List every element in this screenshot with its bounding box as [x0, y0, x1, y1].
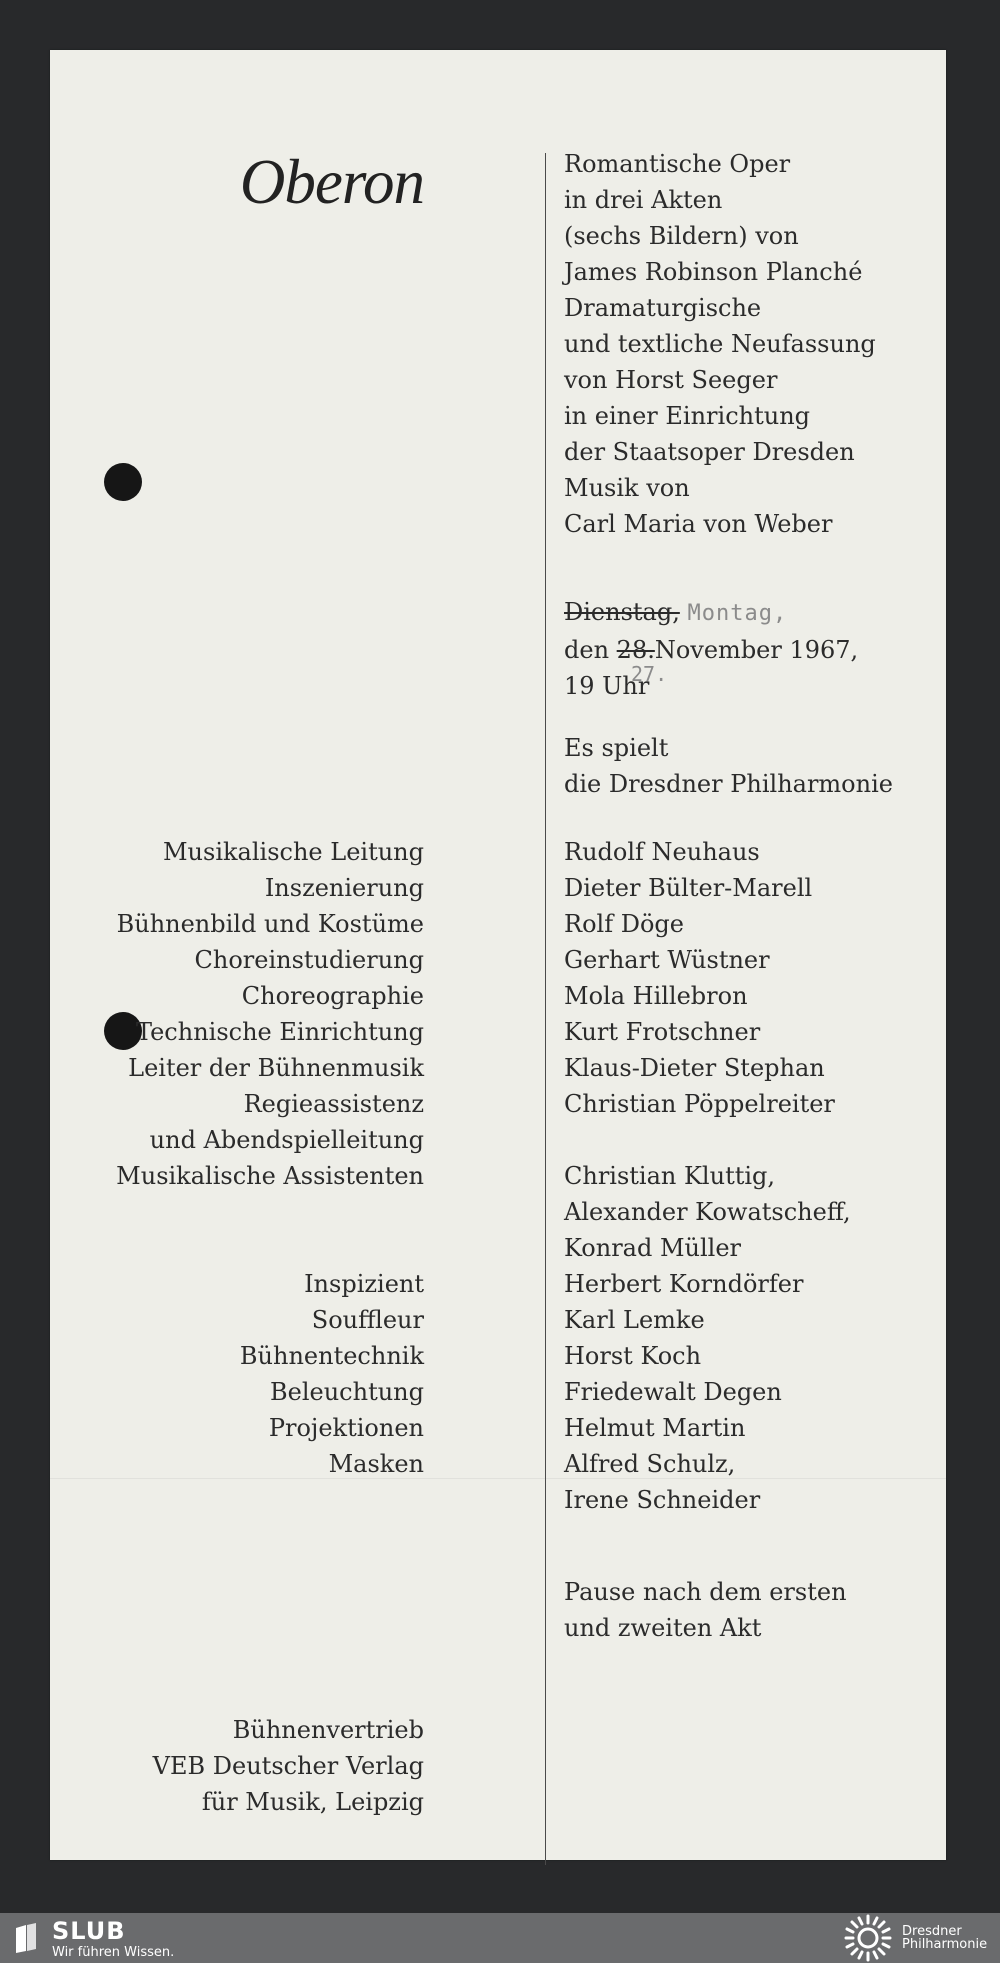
pause-line: und zweiten Akt [564, 1614, 762, 1642]
day-printed: 28. [616, 636, 655, 664]
publisher-line: Bühnenvertrieb [232, 1716, 424, 1744]
role-label: und Abendspielleitung [149, 1126, 424, 1154]
description-line: Dramaturgische [564, 294, 762, 322]
footer-bar [0, 1913, 1000, 1963]
role-label: Masken [328, 1450, 424, 1478]
opera-title: Oberon [239, 147, 424, 217]
performance-time: 19 Uhr [564, 672, 650, 700]
date-prefix: den [564, 636, 610, 664]
role-label: Choreinstudierung [194, 946, 424, 974]
description-line: in einer Einrichtung [564, 402, 811, 430]
partner-line: Philharmonie [902, 1937, 988, 1952]
opera-description [564, 146, 876, 542]
credits-names [564, 834, 851, 1518]
credit-name: Helmut Martin [564, 1414, 746, 1442]
pause-note [564, 1574, 847, 1646]
description-line: James Robinson Planché [564, 258, 863, 286]
credit-name: Rudolf Neuhaus [564, 838, 760, 866]
credit-name: Rolf Döge [564, 910, 684, 938]
description-line: von Horst Seeger [564, 366, 778, 394]
publisher-line: für Musik, Leipzig [201, 1788, 424, 1816]
role-label: Choreographie [241, 982, 424, 1010]
partner-line: Dresdner [902, 1924, 962, 1939]
credit-name: Mola Hillebron [564, 982, 748, 1010]
credit-name: Horst Koch [564, 1342, 702, 1370]
description-line: Romantische Oper [564, 150, 791, 178]
credit-name: Dieter Bülter-Marell [564, 874, 813, 902]
orchestra-line: die Dresdner Philharmonie [564, 770, 893, 798]
credit-name: Karl Lemke [564, 1306, 705, 1334]
credit-name: Irene Schneider [564, 1486, 761, 1514]
role-label: Leiter der Bühnenmusik [128, 1054, 424, 1082]
role-label: Projektionen [268, 1414, 424, 1442]
pause-line: Pause nach dem ersten [564, 1578, 847, 1606]
role-label: Musikalische Leitung [162, 838, 424, 866]
performance-date [564, 594, 858, 704]
credits-roles [116, 834, 424, 1482]
credit-name: Alexander Kowatscheff, [564, 1198, 851, 1226]
weekday-line [564, 594, 858, 632]
credit-name: Friedewalt Degen [564, 1378, 782, 1406]
description-line: (sechs Bildern) von [564, 222, 799, 250]
description-line: und textliche Neufassung [564, 330, 876, 358]
credit-name: Alfred Schulz, [564, 1450, 736, 1478]
publisher-note [153, 1712, 424, 1820]
role-label: Inspizient [304, 1270, 424, 1298]
credit-name: Kurt Frotschner [564, 1018, 761, 1046]
credit-name: Herbert Korndörfer [564, 1270, 804, 1298]
role-label: Technische Einrichtung [135, 1018, 424, 1046]
credit-name: Gerhart Wüstner [564, 946, 770, 974]
description-line: Musik von [564, 474, 690, 502]
credit-name: Klaus-Dieter Stephan [564, 1054, 825, 1082]
publisher-line: VEB Deutscher Verlag [152, 1752, 424, 1780]
book-icon [14, 1922, 38, 1954]
slub-tagline: Wir führen Wissen. [52, 1945, 175, 1960]
sunburst-logo-icon [843, 1914, 893, 1962]
role-label: Musikalische Assistenten [116, 1162, 424, 1190]
program-page [50, 50, 946, 1860]
credit-name: Christian Pöppelreiter [564, 1090, 835, 1118]
description-line: Carl Maria von Weber [564, 510, 833, 538]
credit-name: Christian Kluttig, [564, 1162, 776, 1190]
role-label: Bühnenbild und Kostüme [116, 910, 424, 938]
description-line: der Staatsoper Dresden [564, 438, 855, 466]
weekday-typed-correction: Montag, [687, 601, 788, 626]
weekday-printed: Dienstag, [564, 598, 680, 626]
punch-hole [104, 463, 142, 501]
role-label: Bühnentechnik [239, 1342, 424, 1370]
role-label: Beleuchtung [270, 1378, 424, 1406]
orchestra-note [564, 730, 893, 802]
orchestra-line: Es spielt [564, 734, 669, 762]
slub-logo-text: SLUB [52, 1917, 126, 1945]
role-label: Souffleur [311, 1306, 424, 1334]
role-label: Regieassistenz [243, 1090, 424, 1118]
role-label: Inszenierung [264, 874, 424, 902]
credit-name: Konrad Müller [564, 1234, 742, 1262]
date-rest: November 1967, [654, 636, 859, 664]
column-divider [545, 153, 546, 1865]
partner-logo-text [902, 1925, 987, 1951]
description-line: in drei Akten [564, 186, 723, 214]
day-typed-correction: 27. [631, 662, 668, 686]
